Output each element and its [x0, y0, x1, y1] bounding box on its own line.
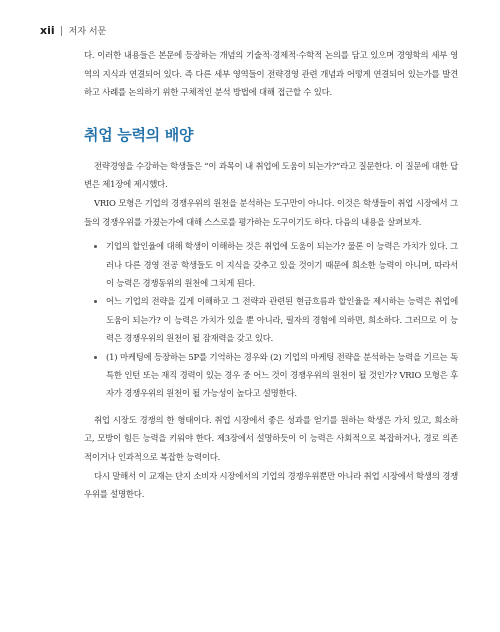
list-item [94, 348, 458, 403]
section-heading: 취업 능력의 배양 [84, 125, 194, 144]
paragraph-1: 전략경영을 수강하는 학생들은 “이 과목이 내 취업에 도움이 되는가?”라고 질문한다. 이 질문에 대한 답변은 제1장에 제시했다. [84, 160, 458, 190]
bullet-icon [94, 245, 97, 248]
bullet-icon [94, 300, 97, 303]
list-item [94, 292, 458, 347]
page-body [84, 46, 458, 504]
intro-paragraph: 다. 이러한 내용들은 본문에 등장하는 개념의 기술적·경제적·수학적 논의를 담고 있으며 경영학의 세부 영역의 지식과 연결되어 있다. 즉 다른 세부 영역들이 전략경영 관련 개념과 어떻게 연결되어 있는가를 발견하고 사례를 논의하기 위한 구체적인 분석 방법에 대해 접근할 수 있다. [84, 50, 458, 98]
paragraph-4: 다시 말해서 이 교재는 단지 소비자 시장에서의 기업의 경쟁우위뿐만 아니라 취업 시장에서 학생의 경쟁우위를 설명한다. [84, 470, 458, 500]
list-item-text: 어느 기업의 전략을 깊게 이해하고 그 전략과 관련된 현금흐름과 할인율을 제시하는 능력은 취업에 도움이 되는가? 이 능력은 가치가 있을 뿐 아니라, 필자의 경험에 의하면, 희소하다. 그러므로 이 능력은 경쟁우위의 원천이 될 잠재력을 갖고 있다. [106, 296, 458, 344]
list-item-text: (1) 마케팅에 등장하는 5P를 기억하는 경우와 (2) 기업의 마케팅 전략을 분석하는 능력을 기르는 독특한 인턴 또는 재직 경력이 있는 경우 중 어느 것이 경쟁우위의 원천이 될 것인가? VRIO 모형은 후자가 경쟁우위의 원천이 될 가능성이 높다고 설명한다. [106, 351, 458, 399]
running-header [40, 24, 106, 37]
list-item-text: 기업의 할인율에 대해 학생이 이해하는 것은 취업에 도움이 되는가? 물론 이 능력은 가치가 있다. 그러나 다른 경영 전공 학생들도 이 지식을 갖추고 있을 것이기 때문에 희소한 능력이 아니며, 따라서 이 능력은 경쟁동위의 원천에 그치게 된다. [106, 241, 458, 288]
list-item [94, 237, 458, 292]
paragraph-3: 취업 시장도 경쟁의 한 형태이다. 취업 시장에서 좋은 성과를 얻기를 원하는 학생은 가치 있고, 희소하고, 모방이 힘든 능력을 키워야 한다. 제3장에서 설명하듯이 이 능력은 사회적으로 복잡하거나, 경로 의존적이거나 인과적으로 복잡한 능력이다. [84, 414, 458, 462]
paragraph-2: VRIO 모형은 기업의 경쟁우위의 원천을 분석하는 도구만이 아니다. 이것은 학생들이 취업 시장에서 그들의 경쟁우위를 가졌는가에 대해 스스로를 평가하는 도구이기도 하다. 다음의 내용을 살펴보자. [84, 197, 458, 227]
header-divider [61, 26, 62, 36]
bullet-list [84, 237, 458, 403]
bullet-icon [94, 356, 97, 359]
running-section-title: 저자 서문 [68, 27, 107, 37]
page-number: xii [40, 24, 55, 37]
